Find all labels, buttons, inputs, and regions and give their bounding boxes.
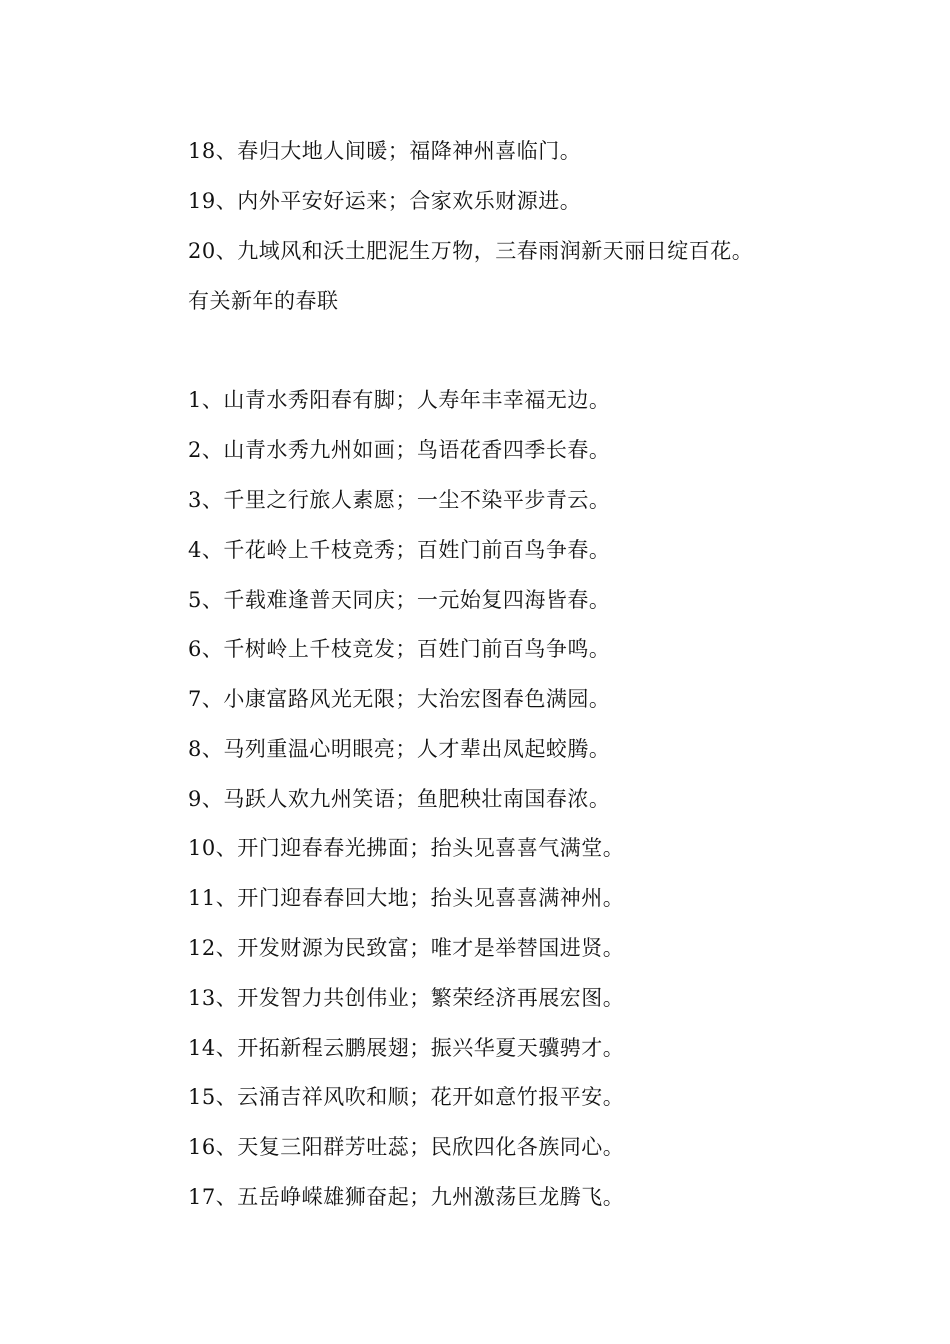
couplet-line: 3、千里之行旅人素愿；一尘不染平步青云。 <box>188 488 611 512</box>
couplet-line: 15、云涌吉祥风吹和顺；花开如意竹报平安。 <box>188 1085 625 1109</box>
couplet-line: 16、天复三阳群芳吐蕊；民欣四化各族同心。 <box>188 1135 625 1159</box>
couplet-line: 4、千花岭上千枝竞秀；百姓门前百鸟争春。 <box>188 538 611 562</box>
couplet-line: 7、小康富路风光无限；大治宏图春色满园。 <box>188 687 611 711</box>
couplet-line: 11、开门迎春春回大地；抬头见喜喜满神州。 <box>188 886 625 910</box>
couplet-line: 2、山青水秀九州如画；鸟语花香四季长春。 <box>188 438 611 462</box>
couplet-line: 18、春归大地人间暖；福降神州喜临门。 <box>188 139 582 163</box>
couplet-line: 12、开发财源为民致富；唯才是举替国进贤。 <box>188 936 625 960</box>
couplet-line: 8、马列重温心明眼亮；人才辈出凤起蛟腾。 <box>188 737 611 761</box>
couplet-line: 1、山青水秀阳春有脚；人寿年丰幸福无边。 <box>188 388 611 412</box>
couplet-line: 17、五岳峥嵘雄狮奋起；九州激荡巨龙腾飞。 <box>188 1185 625 1209</box>
section-title: 有关新年的春联 <box>188 289 339 313</box>
couplet-line: 6、千树岭上千枝竞发；百姓门前百鸟争鸣。 <box>188 637 611 661</box>
couplet-line: 10、开门迎春春光拂面；抬头见喜喜气满堂。 <box>188 836 625 860</box>
couplet-line: 9、马跃人欢九州笑语；鱼肥秧壮南国春浓。 <box>188 787 611 811</box>
couplet-line: 20、九域风和沃土肥泥生万物，三春雨润新天丽日绽百花。 <box>188 239 754 263</box>
couplet-line: 14、开拓新程云鹏展翅；振兴华夏天骥骋才。 <box>188 1036 625 1060</box>
couplet-line: 5、千载难逢普天同庆；一元始复四海皆春。 <box>188 588 611 612</box>
couplet-line: 13、开发智力共创伟业；繁荣经济再展宏图。 <box>188 986 625 1010</box>
couplet-line: 19、内外平安好运来；合家欢乐财源进。 <box>188 189 582 213</box>
